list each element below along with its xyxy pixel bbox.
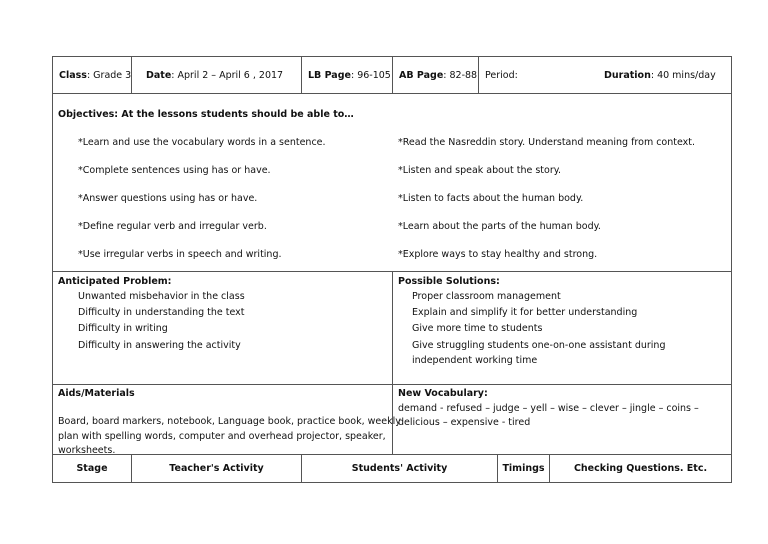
ab-page-label: AB Page [399, 69, 444, 81]
teacher-activity-header: Teacher's Activity [131, 454, 302, 483]
date-cell [131, 56, 302, 94]
vocabulary-line: demand - refused – judge – yell – wise – clever – jingle – coins – [398, 403, 699, 414]
problem-item: Difficulty in understanding the text [78, 307, 245, 318]
students-activity-header: Students' Activity [301, 454, 498, 483]
objectives-title: Objectives: At the lessons students should be able to… [58, 109, 354, 120]
duration-field [604, 70, 716, 81]
timings-header: Timings [497, 454, 550, 483]
lesson-plan-table [52, 56, 732, 483]
lb-page-value: : 96-105 [350, 69, 391, 81]
objective-right-5: *Explore ways to stay healthy and strong. [398, 249, 598, 260]
vocabulary-line: delicious – expensive - tired [398, 417, 531, 428]
solution-item: Explain and simplify it for better understanding [412, 307, 638, 318]
lb-page-label: LB Page [308, 69, 351, 81]
solution-item: Give struggling students one-on-one assistant during [412, 340, 666, 351]
aids-line: plan with spelling words, computer and overhead projector, speaker, [58, 431, 386, 442]
problem-item: Difficulty in writing [78, 323, 168, 334]
aids-line: worksheets. [58, 445, 116, 456]
objective-right-2: *Listen and speak about the story. [398, 165, 562, 176]
problem-item: Difficulty in answering the activity [78, 340, 241, 351]
solution-item: Give more time to students [412, 323, 543, 334]
aids-title: Aids/Materials [58, 388, 135, 399]
duration-value: : 40 mins/day [650, 70, 716, 81]
period-label: Period: [485, 69, 518, 81]
aids-line: Board, board markers, notebook, Language book, practice book, weekly [58, 416, 401, 427]
vocabulary-title: New Vocabulary: [398, 388, 488, 399]
objective-left-4: *Define regular verb and irregular verb. [78, 221, 267, 232]
class-value: : Grade 3 [86, 69, 132, 81]
class-label: Class [59, 69, 87, 81]
objective-left-3: *Answer questions using has or have. [78, 193, 258, 204]
date-value: : April 2 – April 6 , 2017 [171, 69, 284, 81]
checking-questions-header: Checking Questions. Etc. [549, 454, 732, 483]
objective-right-1: *Read the Nasreddin story. Understand meaning from context. [398, 137, 696, 148]
solution-item: Proper classroom management [412, 291, 561, 302]
ab-page-cell [392, 56, 479, 94]
objective-left-1: *Learn and use the vocabulary words in a sentence. [78, 137, 326, 148]
class-cell [52, 56, 132, 94]
objective-left-2: *Complete sentences using has or have. [78, 165, 271, 176]
ab-page-value: : 82-88 [443, 69, 478, 81]
objective-right-3: *Listen to facts about the human body. [398, 193, 584, 204]
solution-item: independent working time [412, 355, 538, 366]
objective-right-4: *Learn about the parts of the human body. [398, 221, 601, 232]
problem-item: Unwanted misbehavior in the class [78, 291, 245, 302]
duration-label: Duration [604, 70, 651, 81]
stage-header: Stage [52, 454, 132, 483]
solutions-title: Possible Solutions: [398, 276, 500, 287]
date-label: Date [146, 69, 172, 81]
lb-page-cell [301, 56, 393, 94]
objective-left-5: *Use irregular verbs in speech and writing. [78, 249, 282, 260]
problems-title: Anticipated Problem: [58, 276, 172, 287]
